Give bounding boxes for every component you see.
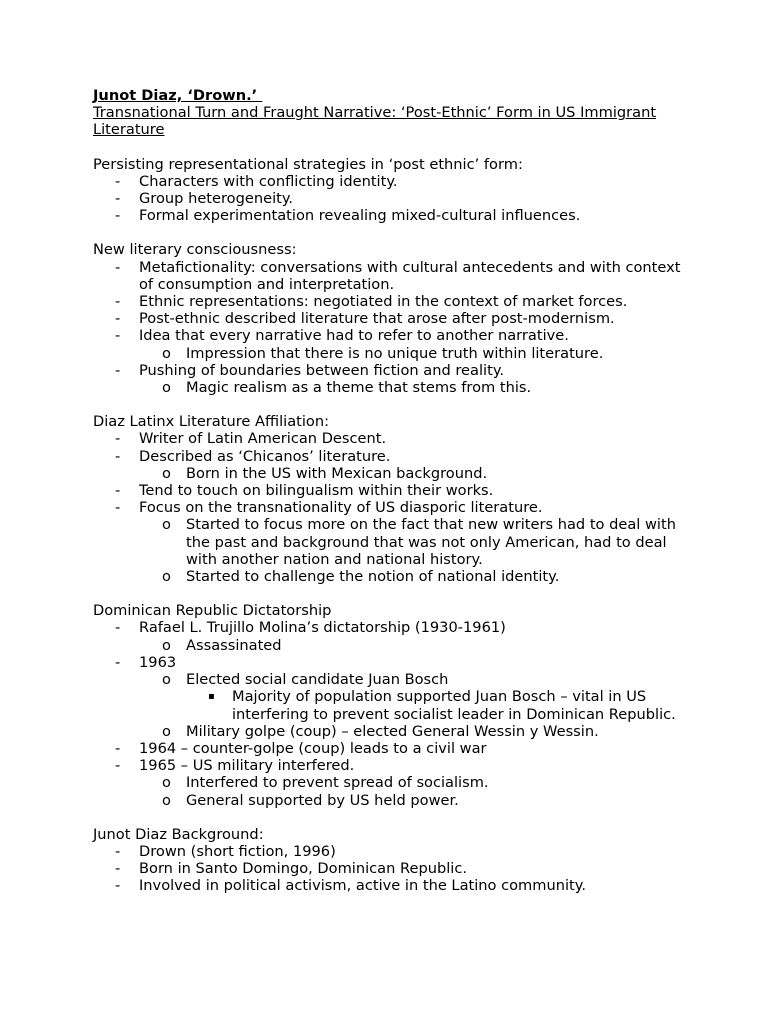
list-item (93, 293, 693, 310)
list-item-text: Writer of Latin American Descent. (139, 430, 387, 448)
list-item-text: 1965 – US military interfered. (139, 757, 355, 775)
list-item (93, 259, 693, 293)
bullet-marker: o (162, 722, 171, 740)
list-item-text: Started to challenge the notion of national identity. (186, 568, 560, 586)
list-item (93, 310, 693, 327)
bullet-marker: o (162, 791, 171, 809)
list-item (93, 877, 693, 894)
section (93, 156, 693, 225)
list-item (93, 671, 693, 688)
list-item-text: General supported by US held power. (186, 791, 459, 809)
bullet-marker: - (115, 207, 121, 225)
list-item (93, 190, 693, 207)
list-item (93, 465, 693, 482)
bullet-marker: - (115, 499, 121, 517)
bullet-marker: - (115, 430, 121, 448)
bullet-marker: ▪ (208, 691, 215, 703)
section-heading: Persisting representational strategies in ‘post ethnic’ form: (93, 155, 523, 173)
list-item (93, 499, 693, 516)
list-item (93, 757, 693, 774)
bullet-marker: - (115, 739, 121, 757)
bullet-marker: o (162, 636, 171, 654)
list-item (93, 379, 693, 396)
bullet-marker: - (115, 190, 121, 208)
list-item (93, 173, 693, 190)
section-heading: Junot Diaz Background: (93, 825, 264, 843)
sections-container (93, 156, 693, 895)
list-item (93, 619, 693, 636)
bullet-list (93, 173, 693, 225)
list-item-text: 1963 (139, 653, 177, 671)
bullet-list (93, 430, 693, 585)
list-item-text: Born in the US with Mexican background. (186, 464, 488, 482)
bullet-marker: - (115, 172, 121, 190)
list-item-text: Interfered to prevent spread of socialism. (186, 774, 489, 792)
list-item (93, 207, 693, 224)
list-item-text: Group heterogeneity. (139, 190, 294, 208)
bullet-marker: o (162, 344, 171, 362)
bullet-list (93, 259, 693, 397)
list-item-text: Magic realism as a theme that stems from this. (186, 379, 532, 397)
section-heading: New literary consciousness: (93, 241, 297, 259)
list-item (93, 430, 693, 447)
list-item-text: Started to focus more on the fact that new writers had to deal with the past and background that was not only American, had to deal with another nation and national history. (186, 516, 676, 568)
bullet-marker: o (162, 671, 171, 689)
list-item-text: Post-ethnic described literature that arose after post-modernism. (139, 310, 615, 328)
list-item-text: Pushing of boundaries between fiction and reality. (139, 361, 505, 379)
list-item (93, 723, 693, 740)
list-item (93, 843, 693, 860)
list-item (93, 327, 693, 344)
bullet-marker: - (115, 310, 121, 328)
list-item-text: Assassinated (186, 636, 282, 654)
list-item (93, 637, 693, 654)
list-item (93, 516, 693, 568)
bullet-marker: - (115, 757, 121, 775)
list-item (93, 792, 693, 809)
list-item (93, 688, 693, 722)
bullet-marker: - (115, 860, 121, 878)
section (93, 413, 693, 585)
list-item-text: Majority of population supported Juan Bosch – vital in US interfering to prevent socialist leader in Dominican Republic. (232, 688, 676, 723)
section (93, 241, 693, 396)
section-heading: Diaz Latinx Literature Affiliation: (93, 413, 330, 431)
list-item (93, 654, 693, 671)
bullet-marker: - (115, 447, 121, 465)
list-item-text: Impression that there is no unique truth within literature. (186, 344, 604, 362)
bullet-marker: o (162, 516, 171, 534)
list-item-text: Born in Santo Domingo, Dominican Republic. (139, 860, 468, 878)
bullet-marker: - (115, 842, 121, 860)
section-heading: Dominican Republic Dictatorship (93, 602, 332, 620)
bullet-marker: - (115, 293, 121, 311)
list-item (93, 362, 693, 379)
list-item-text: Idea that every narrative had to refer to another narrative. (139, 327, 569, 345)
bullet-marker: o (162, 379, 171, 397)
section (93, 826, 693, 895)
list-item (93, 482, 693, 499)
list-item-text: Described as ‘Chicanos’ literature. (139, 447, 391, 465)
bullet-marker: - (115, 653, 121, 671)
bullet-marker: - (115, 619, 121, 637)
list-item (93, 740, 693, 757)
list-item-text: Metafictionality: conversations with cultural antecedents and with context of consumption and interpretation. (139, 258, 681, 293)
list-item (93, 568, 693, 585)
bullet-marker: o (162, 464, 171, 482)
document-subtitle: Transnational Turn and Fraught Narrative: ‘Post-Ethnic’ Form in US Immigrant Literature (93, 104, 657, 139)
list-item-text: Characters with conflicting identity. (139, 172, 398, 190)
list-item-text: Rafael L. Trujillo Molina’s dictatorship (1930-1961) (139, 619, 506, 637)
bullet-marker: - (115, 327, 121, 345)
bullet-marker: - (115, 258, 121, 276)
bullet-marker: o (162, 568, 171, 586)
list-item-text: Drown (short fiction, 1996) (139, 842, 336, 860)
list-item (93, 774, 693, 791)
list-item (93, 860, 693, 877)
bullet-list (93, 843, 693, 895)
list-item-text: Focus on the transnationality of US diasporic literature. (139, 499, 543, 517)
list-item-text: 1964 – counter-golpe (coup) leads to a civil war (139, 739, 487, 757)
bullet-list (93, 619, 693, 808)
bullet-marker: - (115, 361, 121, 379)
list-item-text: Elected social candidate Juan Bosch (186, 671, 449, 689)
list-item-text: Involved in political activism, active in the Latino community. (139, 877, 586, 895)
list-item (93, 448, 693, 465)
list-item-text: Military golpe (coup) – elected General Wessin y Wessin. (186, 722, 599, 740)
bullet-marker: - (115, 877, 121, 895)
bullet-marker: - (115, 482, 121, 500)
list-item-text: Ethnic representations: negotiated in the context of market forces. (139, 293, 628, 311)
list-item-text: Formal experimentation revealing mixed-cultural influences. (139, 207, 581, 225)
document-title: Junot Diaz, ‘Drown.’ (93, 87, 263, 104)
list-item-text: Tend to touch on bilingualism within their works. (139, 482, 494, 500)
section (93, 602, 693, 808)
list-item (93, 345, 693, 362)
bullet-marker: o (162, 774, 171, 792)
document-body (93, 87, 693, 895)
